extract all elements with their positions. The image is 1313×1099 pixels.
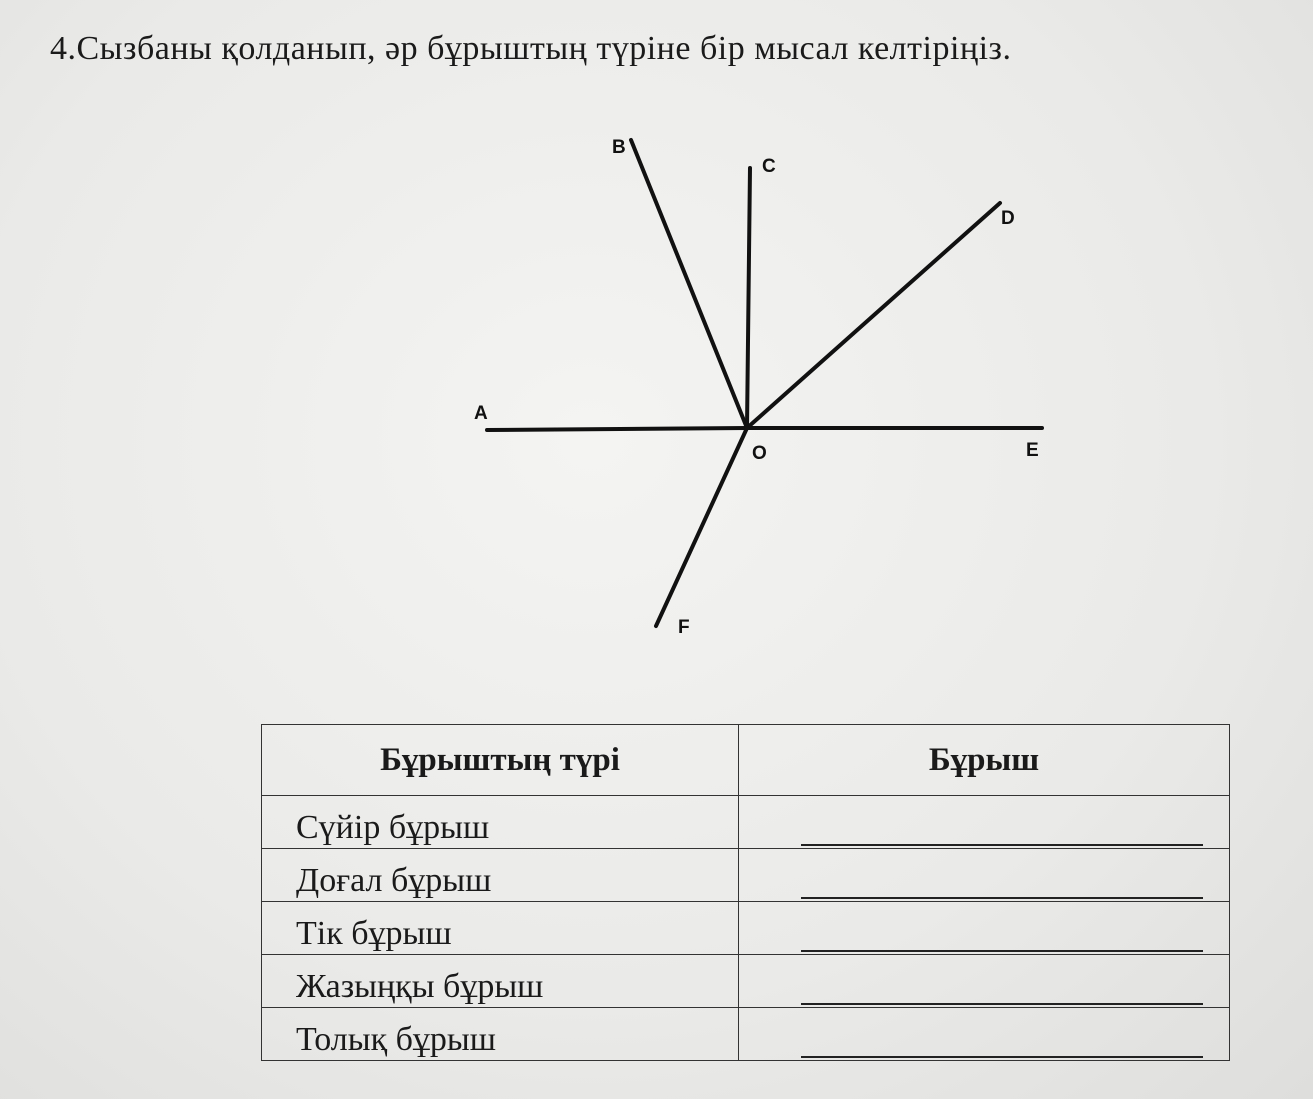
header-angle: Бұрыш — [739, 725, 1230, 796]
ray-ob — [631, 140, 747, 428]
angle-type-cell: Доғал бұрыш — [262, 849, 739, 902]
ray-od — [747, 203, 1000, 428]
answer-cell[interactable] — [739, 849, 1230, 902]
point-label-o: O — [752, 443, 767, 464]
table-row — [262, 849, 1230, 902]
answer-blank[interactable] — [801, 897, 1203, 899]
angle-types-table — [261, 724, 1230, 1061]
table-row — [262, 902, 1230, 955]
angle-type-cell: Тік бұрыш — [262, 902, 739, 955]
angle-type-cell: Сүйір бұрыш — [262, 796, 739, 849]
answer-cell[interactable] — [739, 955, 1230, 1008]
point-label-a: A — [474, 403, 488, 424]
answer-blank[interactable] — [801, 1056, 1203, 1058]
answer-cell[interactable] — [739, 1008, 1230, 1061]
answer-cell[interactable] — [739, 902, 1230, 955]
point-label-e: E — [1026, 440, 1039, 461]
point-label-b: B — [612, 137, 626, 158]
task-title: 4.Сызбаны қолданып, әр бұрыштың түріне бір мысал келтіріңіз. — [50, 30, 1012, 67]
point-label-c: C — [762, 156, 776, 177]
angle-type-cell: Жазыңқы бұрыш — [262, 955, 739, 1008]
table-row — [262, 796, 1230, 849]
header-angle-type: Бұрыштың түрі — [262, 725, 739, 796]
point-label-f: F — [678, 617, 690, 638]
table-header-row — [262, 725, 1230, 796]
answer-cell[interactable] — [739, 796, 1230, 849]
answer-blank[interactable] — [801, 844, 1203, 846]
angle-type-cell: Толық бұрыш — [262, 1008, 739, 1061]
ray-oc — [747, 168, 750, 428]
answer-blank[interactable] — [801, 1003, 1203, 1005]
table-row — [262, 955, 1230, 1008]
ray-of — [656, 428, 747, 626]
answer-blank[interactable] — [801, 950, 1203, 952]
table-row — [262, 1008, 1230, 1061]
ray-oa — [487, 428, 747, 430]
point-label-d: D — [1001, 208, 1015, 229]
